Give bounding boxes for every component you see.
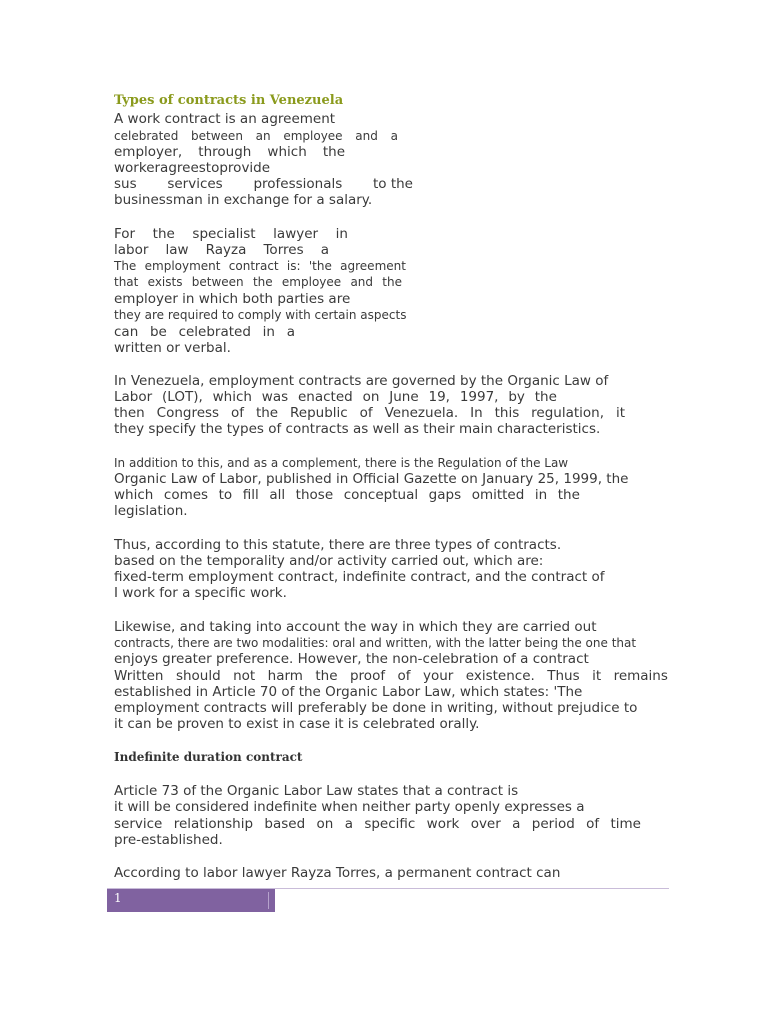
- word: employee: [283, 129, 343, 143]
- text-line: [114, 258, 406, 274]
- text-line: In Venezuela, employment contracts are governed by the Organic Law of: [114, 373, 609, 389]
- word: employer,: [114, 144, 183, 160]
- word: existence.: [465, 668, 535, 684]
- word: proof: [349, 668, 386, 684]
- document-title: Types of contracts in Venezuela: [114, 93, 344, 108]
- word: specialist: [192, 226, 256, 242]
- word: period: [531, 816, 575, 832]
- word: In: [470, 405, 483, 421]
- word: a: [344, 816, 353, 832]
- footer-page-band: [107, 889, 275, 912]
- text-line: businessman in exchange for a salary.: [114, 192, 373, 208]
- word: sus: [114, 176, 137, 192]
- word: to the: [372, 176, 413, 192]
- text-line: enjoys greater preference. However, the non-celebration of a contract: [114, 651, 589, 667]
- word: be: [149, 324, 167, 340]
- word: 'the: [308, 259, 332, 273]
- text-line: they are required to comply with certain aspects: [114, 308, 407, 322]
- word: to: [205, 160, 220, 176]
- word: and: [350, 275, 374, 289]
- word: is:: [286, 259, 301, 273]
- word: The: [114, 259, 137, 273]
- text-line: pre-established.: [114, 832, 223, 848]
- word: those: [295, 487, 334, 503]
- text-line: written or verbal.: [114, 340, 231, 356]
- word: remains: [613, 668, 668, 684]
- text-line: established in Article 70 of the Organic Labor Law, which states: 'The: [114, 684, 583, 700]
- word: enacted: [298, 389, 353, 405]
- word: a: [512, 816, 521, 832]
- text-line: In addition to this, and as a complement, there is the Regulation of the Law: [114, 456, 569, 470]
- text-line: employer in which both parties are: [114, 291, 351, 307]
- word: celebrated: [114, 129, 179, 143]
- word: relationship: [173, 816, 254, 832]
- page-number: 1: [114, 891, 122, 905]
- word: law: [165, 242, 189, 258]
- word: 19,: [428, 389, 450, 405]
- word: comes: [163, 487, 209, 503]
- word: not: [233, 668, 256, 684]
- text-line: [114, 176, 413, 192]
- text-line: it can be proven to exist in case it is celebrated orally.: [114, 716, 480, 732]
- word: Written: [114, 668, 164, 684]
- word: on: [316, 816, 334, 832]
- text-line: [114, 226, 348, 242]
- word: labor: [114, 242, 149, 258]
- word: your: [422, 668, 454, 684]
- word: Rayza: [205, 242, 247, 258]
- text-line: [114, 144, 345, 160]
- text-line: fixed-term employment contract, indefinite contract, and the contract of: [114, 569, 605, 585]
- text-line: based on the temporality and/or activity carried out, which are:: [114, 553, 544, 569]
- word: over: [470, 816, 501, 832]
- word: between: [191, 129, 243, 143]
- word: should: [175, 668, 221, 684]
- text-line: [114, 128, 398, 144]
- word: then: [114, 405, 145, 421]
- word: which: [212, 389, 252, 405]
- word: agrees: [160, 160, 206, 176]
- word: a: [320, 242, 329, 258]
- text-line: [114, 242, 329, 258]
- text-line: Thus, according to this statute, there are three types of contracts.: [114, 537, 562, 553]
- text-line: [114, 160, 270, 176]
- word: the: [255, 405, 279, 421]
- word: Republic: [290, 405, 348, 421]
- text-line: A work contract is an agreement: [114, 111, 336, 127]
- word: through: [198, 144, 252, 160]
- word: the: [322, 144, 345, 160]
- word: the: [315, 668, 338, 684]
- text-line: [114, 405, 625, 421]
- word: by: [508, 389, 525, 405]
- word: on: [362, 389, 380, 405]
- word: professionals: [253, 176, 343, 192]
- word: the: [534, 389, 557, 405]
- word: Congress: [156, 405, 220, 421]
- word: harm: [267, 668, 303, 684]
- word: (LOT),: [162, 389, 203, 405]
- word: of: [231, 405, 245, 421]
- word: celebrated: [178, 324, 251, 340]
- word: specific: [364, 816, 416, 832]
- word: which: [114, 487, 154, 503]
- text-line: [114, 668, 668, 684]
- word: the: [152, 226, 175, 242]
- word: employee: [281, 275, 342, 289]
- text-line: [114, 389, 557, 405]
- word: this: [494, 405, 520, 421]
- word: of: [397, 668, 411, 684]
- text-line: [114, 324, 295, 340]
- footer-divider-tick: [268, 892, 269, 909]
- word: fill: [242, 487, 259, 503]
- word: in: [262, 324, 275, 340]
- word: which: [267, 144, 307, 160]
- word: For: [114, 226, 136, 242]
- word: worker: [114, 160, 161, 176]
- word: it: [615, 405, 625, 421]
- word: the: [252, 275, 273, 289]
- word: a: [286, 324, 295, 340]
- text-line: Likewise, and taking into account the way in which they are carried out: [114, 619, 597, 635]
- word: services: [167, 176, 223, 192]
- text-line: I work for a specific work.: [114, 585, 287, 601]
- word: can: [114, 324, 139, 340]
- word: provide: [219, 160, 271, 176]
- word: agreement: [340, 259, 406, 273]
- text-line: it will be considered indefinite when neither party openly expresses a: [114, 799, 585, 815]
- text-line: [114, 487, 580, 503]
- word: work: [426, 816, 460, 832]
- word: of: [586, 816, 600, 832]
- word: that: [114, 275, 139, 289]
- text-line: they specify the types of contracts as well as their main characteristics.: [114, 421, 601, 437]
- word: all: [269, 487, 286, 503]
- word: between: [191, 275, 244, 289]
- word: in: [335, 226, 348, 242]
- word: based: [264, 816, 306, 832]
- word: time: [610, 816, 641, 832]
- word: Labor: [114, 389, 153, 405]
- word: employment: [144, 259, 221, 273]
- text-line: contracts, there are two modalities: oral and written, with the latter being the one that: [114, 636, 637, 650]
- word: June: [389, 389, 419, 405]
- word: gaps: [428, 487, 462, 503]
- word: and: [355, 129, 378, 143]
- word: was: [261, 389, 289, 405]
- word: a: [390, 129, 398, 143]
- text-line: According to labor lawyer Rayza Torres, a permanent contract can: [114, 865, 561, 881]
- word: service: [114, 816, 163, 832]
- text-line: Organic Law of Labor, published in Official Gazette on January 25, 1999, the: [114, 471, 629, 487]
- word: in: [534, 487, 548, 503]
- word: of: [359, 405, 373, 421]
- word: Torres: [263, 242, 304, 258]
- text-line: [114, 274, 402, 290]
- word: Thus: [547, 668, 580, 684]
- word: the: [382, 275, 402, 289]
- text-line: [114, 816, 641, 832]
- word: the: [557, 487, 580, 503]
- word: it: [592, 668, 602, 684]
- word: exists: [147, 275, 183, 289]
- text-line: employment contracts will preferably be done in writing, without prejudice to: [114, 700, 638, 716]
- text-line: Article 73 of the Organic Labor Law states that a contract is: [114, 783, 519, 799]
- word: contract: [228, 259, 279, 273]
- word: omitted: [471, 487, 525, 503]
- word: to: [218, 487, 233, 503]
- word: conceptual: [343, 487, 419, 503]
- word: regulation,: [531, 405, 605, 421]
- word: 1997,: [459, 389, 499, 405]
- section-heading: Indefinite duration contract: [114, 750, 303, 764]
- text-line: legislation.: [114, 503, 188, 519]
- word: lawyer: [273, 226, 319, 242]
- word: an: [255, 129, 271, 143]
- word: Venezuela.: [384, 405, 459, 421]
